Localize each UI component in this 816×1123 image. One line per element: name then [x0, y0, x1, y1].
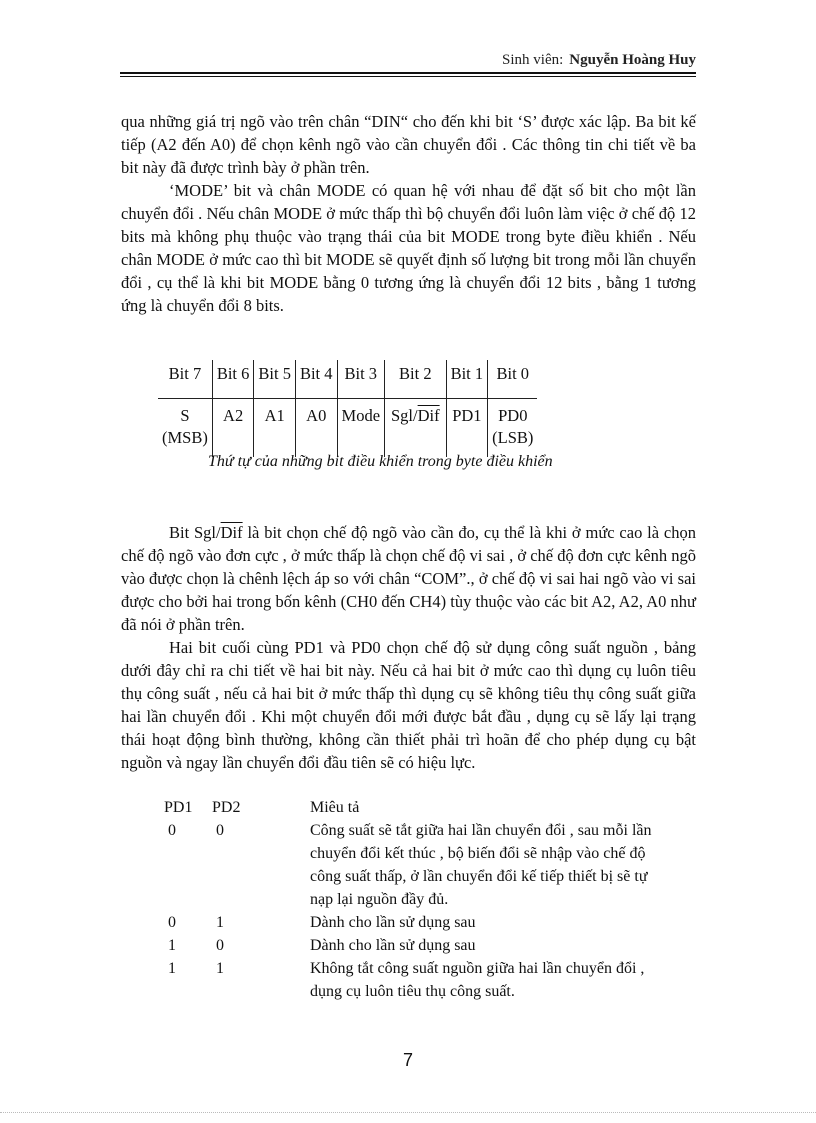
lsb-label: (LSB) — [492, 428, 534, 447]
footer-divider — [0, 1112, 816, 1113]
bit-value-a2: A2 — [212, 399, 254, 458]
bit-value-a1: A1 — [254, 399, 296, 458]
bit-header: Bit 5 — [254, 360, 296, 399]
student-name: Nguyễn Hoàng Huy — [569, 52, 696, 68]
bit-value-mode: Mode — [337, 399, 385, 458]
dif-overline: $\overline{Dif}$ — [220, 523, 243, 542]
bit-header: Bit 4 — [295, 360, 337, 399]
paragraph-2: ‘MODE’ bit và chân MODE có quan hệ với nhau để đặt số bit cho một lần chuyển đổi . Nếu chân MODE ở mức thấp thì bộ chuyển đổi luôn làm việc ở chế độ 12 bits mà không phụ thuộc vào trạng thái của bit MODE trong byte điều khiển . Nếu chân MODE ở mức cao thì bit MODE sẽ quyết định số lượng bit trong mỗi lần chuyển đổi , cụ thể là khi bit MODE bằng 0 tương ứng là chuyển đổi 12 bits , bằng 1 tương ứng là chuyển đổi 8 bits. — [121, 181, 696, 315]
table-caption: Thứ tự của những bit điều khiển trong byte điều khiển — [208, 453, 553, 470]
bit-header: Bit 7 — [168, 364, 202, 383]
power-table-header — [164, 796, 670, 819]
power-mode-table — [164, 796, 670, 1003]
control-byte-table — [158, 360, 537, 457]
student-label: Sinh viên: — [502, 52, 564, 68]
dif-overline: $\overline{Dif}$ — [417, 406, 440, 425]
table-row: 1 1 Không tắt công suất nguồn giữa hai lần chuyển đổi , dụng cụ luôn tiêu thụ công suất. — [168, 960, 645, 1000]
bit-header: Bit 0 — [488, 360, 538, 399]
body-text-top — [121, 110, 696, 317]
bit-header: Bit 2 — [385, 360, 447, 399]
bit-header: Bit 3 — [337, 360, 385, 399]
table-row: 1 0 Dành cho lần sử dụng sau — [168, 937, 476, 954]
page-number: 7 — [402, 1050, 413, 1070]
header-description: Miêu tả — [310, 799, 360, 816]
bit-value-s: S (MSB) — [158, 399, 212, 458]
header-pd2: PD2 — [212, 799, 241, 816]
table-row: 0 0 Công suất sẽ tắt giữa hai lần chuyển đổi , sau mỗi lần chuyển đổi kết thúc , bộ biến đổi sẽ nhập vào chế độ công suất thấp, ở lần chuyển đổi kế tiếp thiết bị sẽ tự nạp lại nguồn đầy đủ. — [168, 822, 652, 908]
header-rule — [120, 72, 696, 77]
paragraph-3: Bit Sgl/$\overline{Dif}$ là bit chọn chế độ ngõ vào cần đo, cụ thể là khi ở mức cao là chọn chế độ ngõ vào đơn cực , ở mức thấp là chọn chế độ vi sai , ở chế độ đơn cực kênh ngõ vào được chọn là chênh lệch áp so với chân “COM”., ở chế độ vi sai hai ngõ vào vi sai được cho bởi hai trong bốn kênh (CH0 đến CH4) tùy thuộc vào các bit A2, A2, A0 như đã nói ở phần trên. — [121, 523, 696, 634]
bit-header-row — [158, 360, 537, 399]
paragraph-4: Hai bit cuối cùng PD1 và PD0 chọn chế độ sử dụng công suất nguồn , bảng dưới đây chỉ ra chi tiết về hai bit này. Nếu cả hai bit ở mức cao thì dụng cụ luôn tiêu thụ công suất , nếu cả hai bit ở mức thấp thì dụng cụ sẽ không tiêu thụ công suất giữa hai lần chuyển đổi . Khi một chuyển đổi mới được bắt đầu , dụng cụ sẽ lấy lại trạng thái hoạt động bình thường, không cần thiết phải trì hoãn để cho phép dụng cụ bật nguồn và ngay lần chuyển đổi đầu tiên sẽ có hiệu lực. — [121, 638, 696, 772]
bit-header: Bit 1 — [446, 360, 488, 399]
bit-value-a0: A0 — [295, 399, 337, 458]
page-header — [502, 52, 696, 69]
bit-value-row — [158, 399, 537, 458]
table-row: 0 1 Dành cho lần sử dụng sau — [168, 914, 476, 931]
msb-label: (MSB) — [162, 428, 208, 447]
bit-header: Bit 6 — [212, 360, 254, 399]
bit-value-pd1: PD1 — [446, 399, 488, 458]
header-pd1: PD1 — [164, 799, 193, 816]
bit-value-sgl-dif: Sgl/$\overline{Dif}$ — [385, 399, 447, 458]
paragraph-1: qua những giá trị ngõ vào trên chân “DIN“ cho đến khi bit ‘S’ được xác lập. Ba bit kế tiếp (A2 đến A0) để chọn kênh ngõ vào cần chuyển đổi . Các thông tin chi tiết về ba bit này đã được trình bày ở phần trên. — [121, 112, 696, 177]
bit-value-pd0: PD0 (LSB) — [488, 399, 538, 458]
body-text-middle — [121, 521, 696, 774]
